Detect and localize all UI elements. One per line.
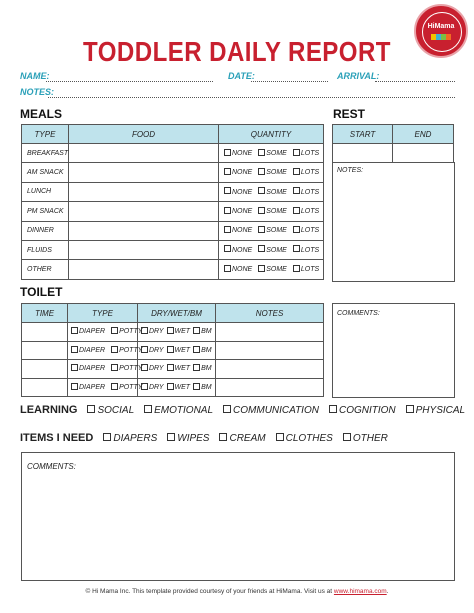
quantity-option-lots-label: LOTS — [300, 227, 320, 235]
checkbox-icon[interactable] — [343, 433, 351, 441]
toilet-notes-cell[interactable] — [216, 341, 324, 360]
meal-quantity-cell — [219, 240, 324, 259]
meal-row — [22, 221, 324, 240]
checkbox-icon[interactable] — [111, 327, 118, 334]
checkbox-icon[interactable] — [276, 433, 284, 441]
quantity-option-some-label: SOME — [266, 169, 287, 177]
toilet-header-type: TYPE — [68, 304, 138, 323]
checkbox-icon[interactable] — [193, 327, 200, 334]
toilet-state-bm-label: BM — [201, 328, 212, 336]
checkbox-icon[interactable] — [293, 168, 300, 175]
toilet-header-row — [22, 304, 324, 323]
toilet-state-wet-label: WET — [174, 346, 191, 354]
learning-option-physical[interactable] — [406, 405, 465, 416]
checkbox-icon[interactable] — [258, 168, 265, 175]
toilet-state-wet-label: WET — [174, 328, 191, 336]
quantity-option-some[interactable] — [258, 169, 287, 176]
quantity-option-none-label: NONE — [232, 208, 253, 216]
items-need-heading: ITEMS I NEED — [20, 432, 94, 444]
toilet-state-wet[interactable] — [167, 365, 191, 372]
toilet-notes-cell[interactable] — [216, 360, 324, 379]
quantity-option-none-label: NONE — [232, 227, 253, 235]
meal-type-cell: OTHER — [22, 260, 69, 279]
arrival-label: ARRIVAL: — [337, 71, 380, 81]
toilet-state-dry-label: DRY — [149, 328, 164, 336]
checkbox-icon[interactable] — [141, 346, 148, 353]
quantity-option-lots-label: LOTS — [300, 246, 320, 254]
toilet-state-bm-label: BM — [201, 365, 212, 373]
learning-option-communication[interactable] — [223, 405, 319, 416]
quantity-option-some[interactable] — [258, 189, 287, 196]
meal-food-cell[interactable] — [69, 260, 219, 279]
quantity-option-some-label: SOME — [266, 149, 287, 157]
quantity-option-lots-label: LOTS — [300, 149, 320, 157]
side-comments-box[interactable] — [332, 303, 455, 398]
toilet-state-cell — [138, 360, 216, 379]
toilet-type-cell — [68, 360, 143, 379]
toilet-state-bm[interactable] — [193, 384, 212, 391]
footer-text: © Hi Mama Inc. This template provided courtesy of your friends at HiMama. Visit us at — [85, 588, 333, 595]
toilet-time-cell[interactable] — [22, 341, 68, 360]
meal-food-cell[interactable] — [69, 240, 219, 259]
quantity-option-lots[interactable] — [293, 169, 319, 176]
quantity-option-none[interactable] — [224, 227, 252, 234]
checkbox-icon[interactable] — [193, 346, 200, 353]
checkbox-icon[interactable] — [193, 383, 200, 390]
page-title: TODDLER DAILY REPORT — [83, 36, 391, 67]
toilet-time-cell[interactable] — [22, 323, 68, 342]
checkbox-icon[interactable] — [141, 327, 148, 334]
learning-option-cognition[interactable] — [329, 405, 396, 416]
meal-quantity-cell — [219, 202, 324, 221]
arrival-field[interactable] — [375, 80, 455, 82]
toilet-type-potty[interactable] — [111, 347, 142, 354]
toilet-type-diaper-label: DIAPER — [79, 346, 106, 354]
checkbox-icon[interactable] — [224, 226, 231, 233]
learning-row — [20, 404, 474, 416]
rest-row — [333, 144, 454, 163]
quantity-option-lots[interactable] — [293, 150, 319, 157]
checkbox-icon[interactable] — [258, 245, 265, 252]
checkbox-icon[interactable] — [141, 383, 148, 390]
main-comments-label: COMMENTS: — [27, 462, 76, 471]
checkbox-icon[interactable] — [103, 433, 111, 441]
toilet-time-cell[interactable] — [22, 378, 68, 397]
checkbox-icon[interactable] — [293, 207, 300, 214]
checkbox-icon[interactable] — [87, 405, 95, 413]
learning-heading: LEARNING — [20, 404, 78, 416]
toilet-type-cell — [68, 378, 143, 397]
toilet-state-cell — [138, 341, 216, 360]
toilet-time-cell[interactable] — [22, 360, 68, 379]
name-field[interactable] — [46, 80, 213, 82]
checkbox-icon[interactable] — [258, 149, 265, 156]
rest-header-start: START — [333, 125, 393, 144]
quantity-option-some-label: SOME — [266, 208, 287, 216]
quantity-option-none[interactable] — [224, 208, 252, 215]
quantity-option-none[interactable] — [224, 150, 252, 157]
toilet-state-dry[interactable] — [141, 365, 164, 372]
toilet-state-dry-label: DRY — [149, 383, 164, 391]
meals-header-type: TYPE — [22, 125, 69, 144]
need-option-label: CREAM — [229, 433, 266, 444]
quantity-option-some-label: SOME — [266, 266, 287, 274]
checkbox-icon[interactable] — [219, 433, 227, 441]
learning-option-social[interactable] — [87, 405, 134, 416]
main-comments-box[interactable] — [21, 452, 455, 581]
items-need-row — [20, 432, 398, 444]
toilet-state-wet[interactable] — [167, 384, 191, 391]
need-option-clothes[interactable] — [276, 433, 333, 444]
quantity-option-lots-label: LOTS — [300, 208, 320, 216]
checkbox-icon[interactable] — [167, 433, 175, 441]
quantity-option-none-label: NONE — [232, 149, 253, 157]
checkbox-icon[interactable] — [167, 327, 174, 334]
toilet-state-dry[interactable] — [141, 328, 164, 335]
rest-table — [332, 124, 454, 163]
checkbox-icon[interactable] — [167, 346, 174, 353]
footer-end: . — [386, 588, 389, 595]
checkbox-icon[interactable] — [111, 383, 118, 390]
quantity-option-lots[interactable] — [293, 247, 319, 254]
quantity-option-some[interactable] — [258, 227, 287, 234]
checkbox-icon[interactable] — [224, 265, 231, 272]
quantity-option-lots[interactable] — [293, 208, 319, 215]
meal-row — [22, 202, 324, 221]
toilet-type-potty-label: POTTY — [119, 365, 143, 373]
meal-food-cell[interactable] — [69, 163, 219, 182]
rest-end-cell[interactable] — [393, 144, 454, 163]
checkbox-icon[interactable] — [167, 364, 174, 371]
need-option-diapers[interactable] — [103, 433, 157, 444]
checkbox-icon[interactable] — [111, 346, 118, 353]
meal-food-cell[interactable] — [69, 144, 219, 163]
meals-heading: MEALS — [20, 107, 62, 121]
learning-option-label: SOCIAL — [97, 405, 135, 416]
quantity-option-some[interactable] — [258, 266, 287, 273]
quantity-option-none-label: NONE — [232, 169, 253, 177]
toilet-state-cell — [138, 323, 216, 342]
need-option-label: WIPES — [177, 433, 210, 444]
checkbox-icon[interactable] — [293, 149, 300, 156]
need-option-label: DIAPERS — [113, 433, 158, 444]
rest-header-end: END — [393, 125, 454, 144]
meal-quantity-cell — [219, 182, 324, 201]
quantity-option-none-label: NONE — [232, 188, 253, 196]
meal-type-cell: BREAKFAST — [22, 144, 69, 163]
toilet-state-wet-label: WET — [174, 365, 191, 373]
checkbox-icon[interactable] — [258, 226, 265, 233]
checkbox-icon[interactable] — [224, 187, 231, 194]
meal-quantity-cell — [219, 144, 324, 163]
checkbox-icon[interactable] — [293, 187, 300, 194]
checkbox-icon[interactable] — [293, 226, 300, 233]
quantity-option-none[interactable] — [224, 189, 252, 196]
quantity-option-some-label: SOME — [266, 246, 287, 254]
rest-header-row — [333, 125, 454, 144]
checkbox-icon[interactable] — [71, 364, 78, 371]
meals-header-food: FOOD — [69, 125, 219, 144]
toilet-type-diaper-label: DIAPER — [79, 328, 106, 336]
meal-food-cell[interactable] — [69, 202, 219, 221]
toilet-state-wet-label: WET — [174, 383, 191, 391]
meals-header-quantity: QUANTITY — [219, 125, 324, 144]
toilet-type-cell — [68, 323, 143, 342]
toilet-state-bm-label: BM — [201, 383, 212, 391]
checkbox-icon[interactable] — [71, 327, 78, 334]
learning-option-label: COGNITION — [338, 405, 396, 416]
meal-food-cell[interactable] — [69, 221, 219, 240]
toilet-type-potty[interactable] — [111, 328, 142, 335]
need-option-wipes[interactable] — [167, 433, 209, 444]
toilet-notes-cell[interactable] — [216, 378, 324, 397]
toilet-state-bm[interactable] — [193, 365, 212, 372]
learning-option-emotional[interactable] — [144, 405, 213, 416]
meal-row — [22, 240, 324, 259]
checkbox-icon[interactable] — [329, 405, 337, 413]
meal-row — [22, 182, 324, 201]
quantity-option-lots[interactable] — [293, 189, 319, 196]
quantity-option-none-label: NONE — [232, 266, 253, 274]
toilet-state-bm-label: BM — [201, 346, 212, 354]
checkbox-icon[interactable] — [223, 405, 231, 413]
meal-type-cell: LUNCH — [22, 182, 69, 201]
checkbox-icon[interactable] — [258, 207, 265, 214]
toilet-state-dry[interactable] — [141, 384, 164, 391]
rest-heading: REST — [333, 107, 366, 121]
toilet-header-time: TIME — [22, 304, 68, 323]
side-comments-label: COMMENTS: — [337, 310, 380, 317]
checkbox-icon[interactable] — [111, 364, 118, 371]
checkbox-icon[interactable] — [293, 265, 300, 272]
quantity-option-none-label: NONE — [232, 246, 253, 254]
toilet-row — [22, 341, 324, 360]
meal-row — [22, 260, 324, 279]
toilet-type-potty-label: POTTY — [119, 383, 143, 391]
toilet-type-diaper[interactable] — [71, 365, 105, 372]
toilet-state-dry[interactable] — [141, 347, 164, 354]
need-option-label: CLOTHES — [285, 433, 333, 444]
quantity-option-some[interactable] — [258, 247, 287, 254]
toilet-header-notes: NOTES — [216, 304, 324, 323]
meal-quantity-cell — [219, 260, 324, 279]
toilet-notes-cell[interactable] — [216, 323, 324, 342]
toilet-state-dry-label: DRY — [149, 365, 164, 373]
need-option-label: OTHER — [352, 433, 388, 444]
quantity-option-some[interactable] — [258, 208, 287, 215]
meal-row — [22, 163, 324, 182]
meal-type-cell: PM SNACK — [22, 202, 69, 221]
rest-notes-box[interactable] — [332, 162, 455, 282]
notes-label: NOTES: — [20, 87, 55, 97]
toilet-type-diaper-label: DIAPER — [79, 365, 106, 373]
checkbox-icon[interactable] — [71, 383, 78, 390]
toilet-type-diaper-label: DIAPER — [79, 383, 106, 391]
checkbox-icon[interactable] — [71, 346, 78, 353]
meal-type-cell: AM SNACK — [22, 163, 69, 182]
quantity-option-some-label: SOME — [266, 188, 287, 196]
toilet-type-potty[interactable] — [111, 384, 142, 391]
toilet-heading: TOILET — [20, 285, 63, 299]
toilet-state-bm[interactable] — [193, 328, 212, 335]
quantity-option-lots-label: LOTS — [300, 169, 320, 177]
meal-type-cell: FLUIDS — [22, 240, 69, 259]
date-label: DATE: — [228, 71, 255, 81]
toilet-state-wet[interactable] — [167, 328, 191, 335]
footer-link[interactable]: www.himama.com — [333, 588, 387, 595]
meal-food-cell[interactable] — [69, 182, 219, 201]
toilet-table — [21, 303, 324, 397]
toilet-type-diaper[interactable] — [71, 384, 105, 391]
quantity-option-some-label: SOME — [266, 227, 287, 235]
checkbox-icon[interactable] — [141, 364, 148, 371]
toilet-header-state: DRY/WET/BM — [138, 304, 216, 323]
rest-notes-label: NOTES: — [337, 167, 364, 174]
checkbox-icon[interactable] — [167, 383, 174, 390]
meals-header-row — [22, 125, 324, 144]
name-label: NAME: — [20, 71, 50, 81]
meals-table — [21, 124, 324, 280]
notes-field[interactable] — [48, 96, 455, 98]
quantity-option-lots[interactable] — [293, 227, 319, 234]
date-field[interactable] — [251, 80, 328, 82]
logo-text: HiMama — [427, 23, 455, 30]
checkbox-icon[interactable] — [258, 265, 265, 272]
toilet-state-dry-label: DRY — [149, 346, 164, 354]
toilet-type-diaper[interactable] — [71, 328, 105, 335]
toilet-state-wet[interactable] — [167, 347, 191, 354]
toilet-type-diaper[interactable] — [71, 347, 105, 354]
meal-quantity-cell — [219, 221, 324, 240]
meal-quantity-cell — [219, 163, 324, 182]
toilet-row — [22, 360, 324, 379]
toilet-type-cell — [68, 341, 143, 360]
checkbox-icon[interactable] — [144, 405, 152, 413]
learning-option-label: PHYSICAL — [415, 405, 466, 416]
footer — [0, 588, 474, 595]
toilet-row — [22, 323, 324, 342]
toilet-row — [22, 378, 324, 397]
checkbox-icon[interactable] — [224, 207, 231, 214]
learning-option-label: EMOTIONAL — [154, 405, 214, 416]
quantity-option-none[interactable] — [224, 169, 252, 176]
checkbox-icon[interactable] — [293, 245, 300, 252]
learning-option-label: COMMUNICATION — [233, 405, 319, 416]
checkbox-icon[interactable] — [224, 149, 231, 156]
toilet-type-potty[interactable] — [111, 365, 142, 372]
checkbox-icon[interactable] — [224, 245, 231, 252]
checkbox-icon[interactable] — [193, 364, 200, 371]
toilet-type-potty-label: POTTY — [119, 328, 143, 336]
checkbox-icon[interactable] — [406, 405, 414, 413]
quantity-option-none[interactable] — [224, 247, 252, 254]
toilet-type-potty-label: POTTY — [119, 346, 143, 354]
rest-start-cell[interactable] — [333, 144, 393, 163]
quantity-option-lots-label: LOTS — [300, 266, 320, 274]
checkbox-icon[interactable] — [224, 168, 231, 175]
need-option-cream[interactable] — [219, 433, 265, 444]
quantity-option-lots[interactable] — [293, 266, 319, 273]
quantity-option-some[interactable] — [258, 150, 287, 157]
need-option-other[interactable] — [343, 433, 388, 444]
quantity-option-none[interactable] — [224, 266, 252, 273]
checkbox-icon[interactable] — [258, 187, 265, 194]
quantity-option-lots-label: LOTS — [300, 188, 320, 196]
meal-type-cell: DINNER — [22, 221, 69, 240]
meal-row — [22, 144, 324, 163]
toilet-state-bm[interactable] — [193, 347, 212, 354]
toilet-state-cell — [138, 378, 216, 397]
